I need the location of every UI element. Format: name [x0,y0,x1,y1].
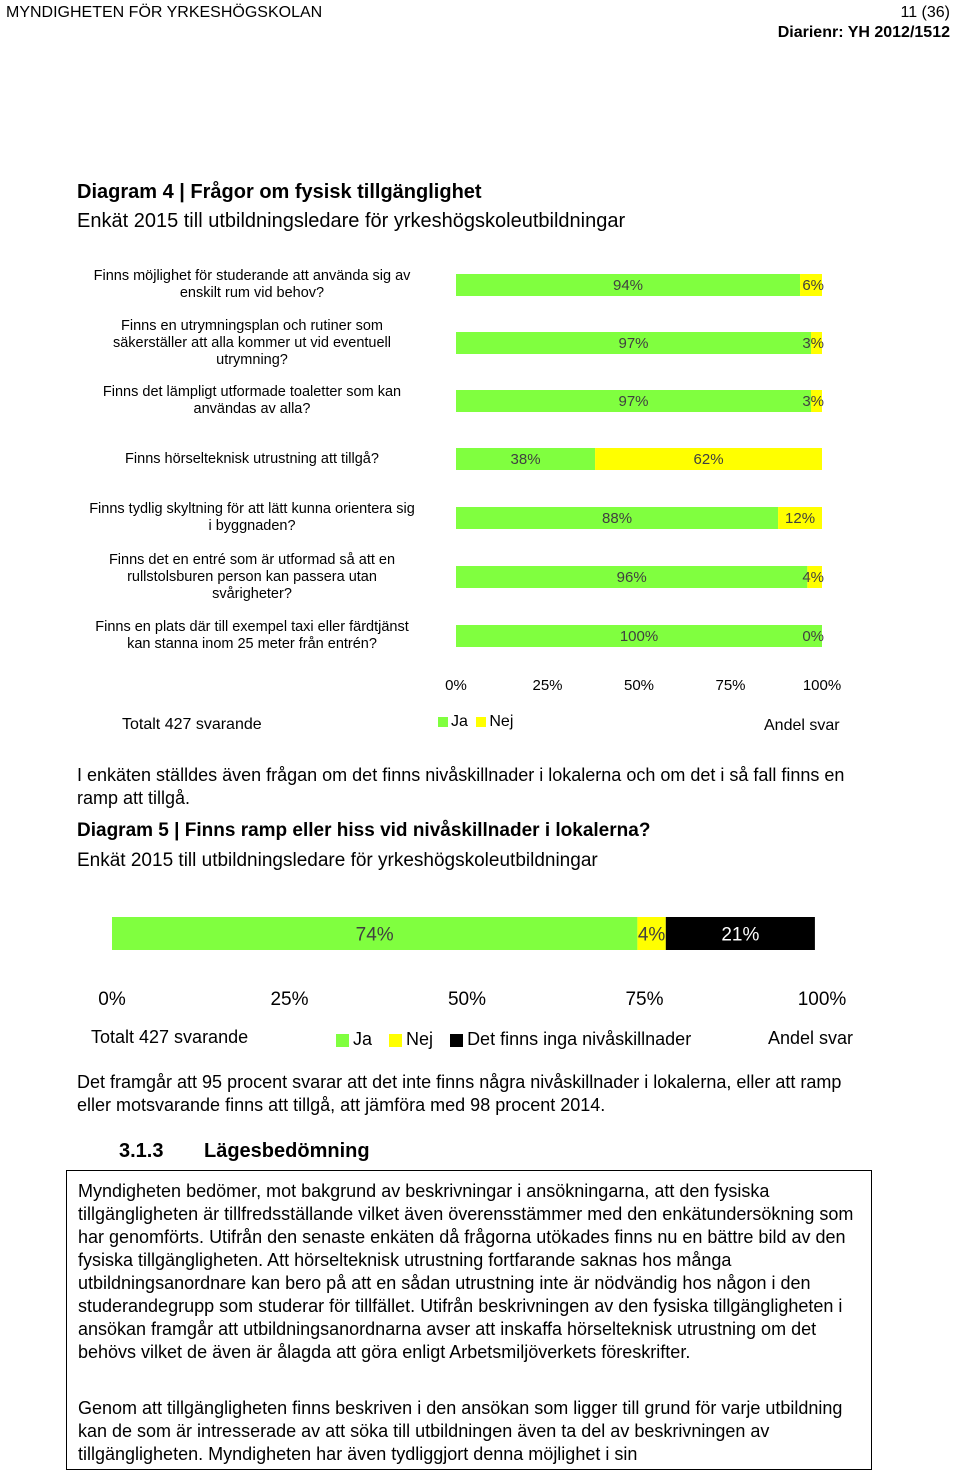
bar-value-label: 38% [510,451,541,468]
legend5-nej: Nej [389,1029,433,1049]
x5-tick-label: 75% [625,989,664,1010]
legend5-ja-swatch [336,1034,349,1047]
header-page-number: 11 (36) [900,4,950,21]
section-title: Lägesbedömning [204,1140,370,1162]
question-label-line: användas av alla? [193,401,311,417]
x-tick-label: 50% [623,677,655,694]
x5-tick-label: 100% [797,989,847,1010]
question-label-line: rullstolsburen person kan passera utan [127,568,377,585]
x-tick-label: 25% [532,677,563,694]
bar-value-label: 3% [802,393,824,410]
question-label-line: säkerställer att alla kommer ut vid eventuell [112,334,392,351]
question-label-line: i byggnaden? [208,518,296,534]
legend5-inga: Det finns inga nivåskillnader [450,1029,691,1049]
diagram5-legend [336,1029,691,1050]
question-label-line: Finns tydlig skyltning för att lätt kunna orientera sig [89,501,415,517]
section-number: 3.1.3 [119,1140,164,1162]
diagram4-chart [0,0,960,700]
x-tick-label: 0% [445,677,467,694]
diagram5-title: Diagram 5 | Finns ramp eller hiss vid nivåskillnader i lokalerna? [77,820,651,841]
bar-value-label: 97% [618,393,649,410]
question-label-line: utrymning? [216,351,288,368]
question-label-line: Finns en plats där till exempel taxi eller färdtjänst [95,619,409,635]
legend5-nej-swatch [389,1034,402,1047]
bar-value-label: 6% [802,277,824,294]
header-diarienr: Diarienr: YH 2012/1512 [777,24,950,41]
legend5-ja: Ja [336,1029,372,1049]
legend-ja: Ja [438,713,468,730]
question-label-line: Finns hörselteknisk utrustning att tillgå? [125,450,379,467]
bar-value-label: 88% [602,510,633,527]
x5-tick-label: 0% [98,989,126,1010]
question-label-line: kan stanna inom 25 meter från entrén? [127,636,377,652]
intro-paragraph: I enkäten ställdes även frågan om det finns nivåskillnader i lokalerna och om det i så fall finns en ramp att tillgå. [77,765,845,808]
bar-value-label: 62% [693,451,724,468]
legend-ja-swatch [438,717,448,727]
after-paragraph: Det framgår att 95 procent svarar att det inte finns några nivåskillnader i lokalerna, eller att ramp eller motsvarande finns att tillgå, att jämföra med 98 procent 2014. [77,1072,842,1115]
diagram4-subtitle: Enkät 2015 till utbildningsledare för yrkeshögskoleutbildningar [77,210,626,232]
bar-value-label: 97% [618,335,649,352]
bar-value-label: 12% [785,510,816,527]
diagram4-legend [438,713,513,731]
x5-tick-label: 50% [447,989,487,1010]
question-label-line: svårigheter? [212,585,292,602]
bar5-value-label: 4% [637,924,666,946]
bar-value-label: 4% [802,569,824,586]
question-label-line: enskilt rum vid behov? [179,285,325,301]
assessment-paragraph-2: Genom att tillgängligheten finns beskriven i den ansökan som ligger till grund för varje utbildning kan de som är intresserade av att söka till utbildningen även ta del av beskrivningen av tillgängligheten. Myndigheten har även tydliggjort denna möjlighet i sin [78,1398,843,1464]
question-label-line: Finns det lämpligt utformade toaletter som kan [102,384,402,400]
diagram5-subtitle: Enkät 2015 till utbildningsledare för yrkeshögskoleutbildningar [77,850,598,871]
question-label-line: Finns möjlighet för studerande att använda sig av [93,268,411,284]
bar-value-label: 94% [613,277,644,294]
question-label-line: Finns en utrymningsplan och rutiner som [121,317,383,334]
diagram4-axis-label: Andel svar [764,717,840,734]
legend-nej-swatch [476,717,486,727]
diagram5-chart [0,900,960,1015]
x-tick-label: 75% [715,677,746,694]
header-organization: MYNDIGHETEN FÖR YRKESHÖGSKOLAN [6,4,323,21]
bar5-value-label: 21% [721,924,760,946]
bar-value-label: 3% [802,335,824,352]
diagram5-total-respondents: Totalt 427 svarande [91,1027,249,1047]
legend5-inga-swatch [450,1034,463,1047]
bar-value-label: 0% [802,628,824,645]
bar-value-label: 100% [619,628,659,645]
diagram4-total-respondents: Totalt 427 svarande [122,716,262,733]
bar-value-label: 96% [616,569,647,586]
assessment-box [66,1170,872,1470]
bar5-value-label: 74% [355,924,394,946]
assessment-paragraph-1: Myndigheten bedömer, mot bakgrund av beskrivningar i ansökningarna, att den fysiska tillgängligheten är tillfredsställande vilket även överensstämmer med den enkätundersökning som har genomförts. Utifrån den senaste enkäten då frågorna utökades finns nu en bättre bild av den fysiska tillgängligheten. Att hörselteknisk utrustning fortfarande saknas hos många utbildningsanordnare kan bero på att en sådan utrustning inte är nödvändig hos någon i den studerandegrupp som studerar för tillfället. Utifrån beskrivningen av den fysiska tillgängligheten i ansökan framgår att utbildningsanordnarna avser att inskaffa hörselteknisk utrustning om det behövs vilket de även är ålagda att göra enligt Arbetsmiljöverkets föreskrifter. [78,1181,854,1362]
diagram4-title: Diagram 4 | Frågor om fysisk tillgänglighet [77,181,482,203]
diagram5-axis-label: Andel svar [768,1028,854,1048]
legend-nej: Nej [476,713,513,730]
x5-tick-label: 25% [270,989,309,1010]
question-label-line: Finns det en entré som är utformad så att en [108,551,396,568]
x-tick-label: 100% [802,677,842,694]
